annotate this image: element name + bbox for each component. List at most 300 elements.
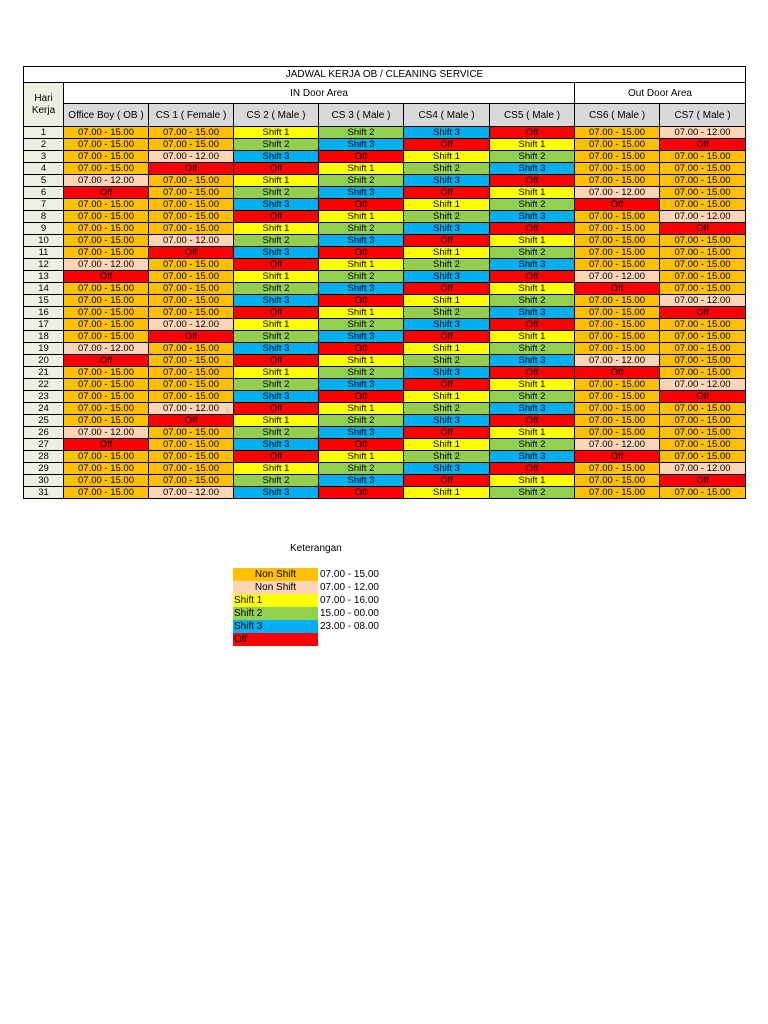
shift-cell: Shift 2 bbox=[404, 307, 490, 319]
shift-cell: Shift 1 bbox=[319, 355, 404, 367]
shift-cell: Shift 1 bbox=[319, 307, 404, 319]
shift-cell: Off bbox=[149, 247, 234, 259]
shift-cell: 07.00 - 15.00 bbox=[660, 343, 746, 355]
shift-cell: Off bbox=[404, 283, 490, 295]
shift-cell: Shift 2 bbox=[404, 211, 490, 223]
day-number: 10 bbox=[24, 235, 64, 247]
shift-cell: Off bbox=[234, 355, 319, 367]
shift-cell: 07.00 - 15.00 bbox=[660, 319, 746, 331]
shift-cell: 07.00 - 15.00 bbox=[575, 259, 660, 271]
shift-cell: Off bbox=[490, 415, 575, 427]
legend-item bbox=[233, 568, 379, 581]
shift-cell: Shift 3 bbox=[490, 259, 575, 271]
shift-cell: 07.00 - 15.00 bbox=[149, 343, 234, 355]
table-row bbox=[24, 331, 746, 343]
shift-cell: Off bbox=[490, 271, 575, 283]
shift-cell: 07.00 - 12.00 bbox=[149, 235, 234, 247]
shift-cell: 07.00 - 12.00 bbox=[149, 151, 234, 163]
shift-cell: 07.00 - 15.00 bbox=[575, 223, 660, 235]
shift-cell: 07.00 - 15.00 bbox=[660, 271, 746, 283]
shift-cell: Shift 1 bbox=[490, 235, 575, 247]
day-number: 5 bbox=[24, 175, 64, 187]
shift-cell: 07.00 - 15.00 bbox=[575, 163, 660, 175]
shift-cell: Off bbox=[149, 331, 234, 343]
shift-cell: Shift 2 bbox=[319, 463, 404, 475]
shift-cell: 07.00 - 15.00 bbox=[149, 427, 234, 439]
shift-cell: 07.00 - 15.00 bbox=[575, 151, 660, 163]
table-row bbox=[24, 187, 746, 199]
shift-cell: 07.00 - 12.00 bbox=[64, 427, 149, 439]
shift-cell: 07.00 - 15.00 bbox=[64, 475, 149, 487]
shift-cell: 07.00 - 15.00 bbox=[660, 151, 746, 163]
shift-cell: 07.00 - 15.00 bbox=[660, 235, 746, 247]
shift-cell: 07.00 - 15.00 bbox=[64, 307, 149, 319]
shift-cell: Shift 1 bbox=[404, 343, 490, 355]
shift-cell: Shift 3 bbox=[234, 151, 319, 163]
day-number: 26 bbox=[24, 427, 64, 439]
shift-cell: 07.00 - 15.00 bbox=[64, 199, 149, 211]
table-row bbox=[24, 319, 746, 331]
shift-cell: Off bbox=[575, 451, 660, 463]
table-row bbox=[24, 175, 746, 187]
shift-cell: Shift 2 bbox=[319, 175, 404, 187]
shift-cell: 07.00 - 15.00 bbox=[149, 391, 234, 403]
shift-cell: 07.00 - 12.00 bbox=[64, 259, 149, 271]
shift-cell: Off bbox=[234, 211, 319, 223]
day-number: 30 bbox=[24, 475, 64, 487]
shift-cell: 07.00 - 15.00 bbox=[575, 235, 660, 247]
shift-cell: Shift 2 bbox=[319, 223, 404, 235]
shift-cell: Shift 1 bbox=[319, 403, 404, 415]
day-number: 24 bbox=[24, 403, 64, 415]
legend-time: 07.00 - 16.00 bbox=[320, 595, 379, 606]
shift-cell: 07.00 - 15.00 bbox=[149, 307, 234, 319]
shift-cell: 07.00 - 12.00 bbox=[660, 295, 746, 307]
shift-cell: Off bbox=[404, 139, 490, 151]
legend-swatch: Shift 1 bbox=[233, 594, 318, 607]
table-title: JADWAL KERJA OB / CLEANING SERVICE bbox=[24, 67, 746, 83]
shift-cell: Shift 3 bbox=[319, 187, 404, 199]
shift-cell: 07.00 - 15.00 bbox=[660, 331, 746, 343]
day-number: 16 bbox=[24, 307, 64, 319]
shift-cell: Off bbox=[490, 223, 575, 235]
shift-cell: Off bbox=[319, 391, 404, 403]
shift-cell: Shift 3 bbox=[404, 463, 490, 475]
table-row bbox=[24, 247, 746, 259]
shift-cell: Shift 1 bbox=[404, 247, 490, 259]
column-header: CS6 ( Male ) bbox=[575, 104, 660, 127]
shift-cell: 07.00 - 15.00 bbox=[64, 151, 149, 163]
shift-cell: 07.00 - 15.00 bbox=[575, 127, 660, 139]
shift-cell: Shift 2 bbox=[234, 235, 319, 247]
shift-cell: Shift 2 bbox=[234, 187, 319, 199]
shift-cell: 07.00 - 15.00 bbox=[149, 187, 234, 199]
shift-cell: 07.00 - 12.00 bbox=[149, 403, 234, 415]
shift-cell: Off bbox=[64, 355, 149, 367]
shift-cell: 07.00 - 15.00 bbox=[660, 403, 746, 415]
table-row bbox=[24, 451, 746, 463]
legend-item bbox=[233, 594, 379, 607]
legend-item bbox=[233, 607, 379, 620]
day-number: 28 bbox=[24, 451, 64, 463]
shift-cell: 07.00 - 15.00 bbox=[149, 199, 234, 211]
shift-cell: Off bbox=[234, 403, 319, 415]
shift-cell: Off bbox=[660, 475, 746, 487]
shift-cell: Shift 3 bbox=[319, 283, 404, 295]
day-number: 21 bbox=[24, 367, 64, 379]
day-number: 7 bbox=[24, 199, 64, 211]
shift-cell: 07.00 - 15.00 bbox=[149, 451, 234, 463]
table-row bbox=[24, 307, 746, 319]
shift-cell: Shift 2 bbox=[234, 139, 319, 151]
shift-cell: 07.00 - 12.00 bbox=[660, 463, 746, 475]
shift-cell: 07.00 - 15.00 bbox=[575, 247, 660, 259]
shift-cell: 07.00 - 15.00 bbox=[149, 271, 234, 283]
shift-cell: 07.00 - 15.00 bbox=[64, 223, 149, 235]
shift-cell: Shift 1 bbox=[234, 463, 319, 475]
shift-cell: 07.00 - 15.00 bbox=[575, 379, 660, 391]
shift-cell: Shift 2 bbox=[234, 475, 319, 487]
table-row bbox=[24, 151, 746, 163]
shift-cell: 07.00 - 15.00 bbox=[64, 283, 149, 295]
legend-time: 07.00 - 12.00 bbox=[320, 582, 379, 593]
shift-cell: Shift 2 bbox=[490, 487, 575, 499]
shift-cell: Shift 3 bbox=[319, 379, 404, 391]
day-number: 1 bbox=[24, 127, 64, 139]
table-row bbox=[24, 223, 746, 235]
shift-cell: 07.00 - 15.00 bbox=[575, 391, 660, 403]
shift-cell: Off bbox=[660, 139, 746, 151]
column-header: CS7 ( Male ) bbox=[660, 104, 746, 127]
shift-cell: Off bbox=[404, 331, 490, 343]
legend-title: Keterangan bbox=[290, 543, 342, 554]
shift-cell: Off bbox=[319, 343, 404, 355]
shift-cell: Shift 1 bbox=[490, 475, 575, 487]
shift-cell: Shift 1 bbox=[319, 163, 404, 175]
day-number: 2 bbox=[24, 139, 64, 151]
shift-cell: Off bbox=[490, 127, 575, 139]
shift-cell: Off bbox=[319, 295, 404, 307]
shift-cell: Off bbox=[149, 415, 234, 427]
shift-cell: 07.00 - 15.00 bbox=[575, 139, 660, 151]
shift-cell: 07.00 - 15.00 bbox=[660, 487, 746, 499]
shift-cell: Shift 3 bbox=[319, 427, 404, 439]
shift-cell: 07.00 - 15.00 bbox=[575, 295, 660, 307]
column-header: CS 3 ( Male ) bbox=[319, 104, 404, 127]
shift-cell: 07.00 - 15.00 bbox=[575, 175, 660, 187]
shift-cell: Off bbox=[234, 451, 319, 463]
shift-cell: Off bbox=[234, 307, 319, 319]
shift-cell: Off bbox=[490, 463, 575, 475]
shift-cell: 07.00 - 15.00 bbox=[149, 295, 234, 307]
shift-cell: Shift 1 bbox=[234, 127, 319, 139]
shift-cell: Shift 3 bbox=[234, 439, 319, 451]
shift-cell: Shift 1 bbox=[490, 427, 575, 439]
shift-cell: 07.00 - 15.00 bbox=[64, 391, 149, 403]
shift-cell: 07.00 - 15.00 bbox=[64, 163, 149, 175]
shift-cell: Shift 3 bbox=[234, 343, 319, 355]
table-row bbox=[24, 367, 746, 379]
shift-cell: Off bbox=[404, 475, 490, 487]
column-header-row bbox=[24, 104, 746, 127]
day-number: 4 bbox=[24, 163, 64, 175]
shift-cell: Shift 1 bbox=[404, 199, 490, 211]
legend-swatch: Off bbox=[233, 633, 318, 646]
shift-cell: 07.00 - 12.00 bbox=[575, 187, 660, 199]
shift-cell: Off bbox=[64, 439, 149, 451]
shift-cell: Shift 2 bbox=[234, 427, 319, 439]
shift-cell: 07.00 - 15.00 bbox=[660, 187, 746, 199]
column-header: Office Boy ( OB ) bbox=[64, 104, 149, 127]
shift-cell: Off bbox=[490, 367, 575, 379]
day-number: 14 bbox=[24, 283, 64, 295]
day-number: 27 bbox=[24, 439, 64, 451]
shift-cell: Shift 3 bbox=[404, 271, 490, 283]
shift-cell: 07.00 - 15.00 bbox=[575, 415, 660, 427]
shift-cell: Shift 2 bbox=[404, 355, 490, 367]
table-row bbox=[24, 199, 746, 211]
shift-cell: Shift 3 bbox=[490, 451, 575, 463]
shift-cell: 07.00 - 15.00 bbox=[64, 235, 149, 247]
shift-cell: Shift 1 bbox=[234, 319, 319, 331]
legend-time: 07.00 - 15.00 bbox=[320, 569, 379, 580]
shift-cell: 07.00 - 15.00 bbox=[575, 319, 660, 331]
shift-cell: Shift 1 bbox=[490, 331, 575, 343]
shift-cell: Shift 3 bbox=[490, 211, 575, 223]
shift-cell: Shift 1 bbox=[404, 391, 490, 403]
table-row bbox=[24, 211, 746, 223]
table-row bbox=[24, 355, 746, 367]
shift-cell: Shift 1 bbox=[319, 259, 404, 271]
table-row bbox=[24, 463, 746, 475]
day-number: 17 bbox=[24, 319, 64, 331]
shift-cell: 07.00 - 12.00 bbox=[149, 487, 234, 499]
shift-cell: 07.00 - 12.00 bbox=[660, 379, 746, 391]
shift-cell: Shift 3 bbox=[404, 367, 490, 379]
hari-kerja-header: Hari Kerja bbox=[24, 83, 64, 127]
shift-cell: Off bbox=[319, 487, 404, 499]
shift-cell: Off bbox=[319, 199, 404, 211]
shift-cell: Shift 3 bbox=[490, 307, 575, 319]
legend-swatch: Shift 2 bbox=[233, 607, 318, 620]
shift-cell: 07.00 - 15.00 bbox=[660, 283, 746, 295]
shift-cell: Shift 3 bbox=[404, 319, 490, 331]
shift-cell: 07.00 - 12.00 bbox=[575, 439, 660, 451]
shift-cell: 07.00 - 15.00 bbox=[660, 415, 746, 427]
shift-cell: 07.00 - 15.00 bbox=[64, 127, 149, 139]
table-row bbox=[24, 415, 746, 427]
shift-cell: Shift 3 bbox=[404, 223, 490, 235]
shift-cell: Shift 2 bbox=[404, 403, 490, 415]
shift-cell: 07.00 - 15.00 bbox=[660, 247, 746, 259]
shift-cell: Shift 1 bbox=[404, 151, 490, 163]
shift-cell: Shift 2 bbox=[490, 343, 575, 355]
shift-cell: 07.00 - 15.00 bbox=[149, 175, 234, 187]
day-number: 18 bbox=[24, 331, 64, 343]
shift-cell: Shift 3 bbox=[404, 127, 490, 139]
column-header: CS4 ( Male ) bbox=[404, 104, 490, 127]
table-row bbox=[24, 163, 746, 175]
day-number: 20 bbox=[24, 355, 64, 367]
shift-cell: 07.00 - 15.00 bbox=[660, 427, 746, 439]
shift-cell: Off bbox=[64, 271, 149, 283]
shift-cell: Shift 2 bbox=[234, 283, 319, 295]
shift-cell: 07.00 - 15.00 bbox=[149, 367, 234, 379]
shift-cell: Off bbox=[490, 319, 575, 331]
shift-cell: Shift 2 bbox=[490, 295, 575, 307]
shift-cell: Shift 2 bbox=[490, 199, 575, 211]
shift-cell: Shift 2 bbox=[404, 163, 490, 175]
day-number: 29 bbox=[24, 463, 64, 475]
shift-cell: Shift 3 bbox=[404, 175, 490, 187]
shift-cell: Shift 1 bbox=[234, 175, 319, 187]
column-header: CS5 ( Male ) bbox=[490, 104, 575, 127]
shift-cell: Shift 1 bbox=[234, 415, 319, 427]
legend-swatch: Non Shift bbox=[233, 581, 318, 594]
shift-cell: 07.00 - 15.00 bbox=[64, 463, 149, 475]
shift-cell: Off bbox=[660, 391, 746, 403]
day-number: 31 bbox=[24, 487, 64, 499]
shift-cell: Shift 3 bbox=[490, 355, 575, 367]
shift-cell: Off bbox=[64, 187, 149, 199]
shift-cell: Shift 1 bbox=[490, 187, 575, 199]
shift-cell: 07.00 - 12.00 bbox=[660, 211, 746, 223]
shift-cell: Shift 2 bbox=[234, 379, 319, 391]
shift-cell: 07.00 - 15.00 bbox=[64, 247, 149, 259]
shift-cell: 07.00 - 15.00 bbox=[149, 475, 234, 487]
shift-cell: 07.00 - 15.00 bbox=[660, 175, 746, 187]
shift-cell: Shift 1 bbox=[319, 211, 404, 223]
shift-cell: Shift 2 bbox=[319, 415, 404, 427]
table-row bbox=[24, 343, 746, 355]
shift-cell: Shift 2 bbox=[319, 127, 404, 139]
shift-cell: Shift 1 bbox=[404, 439, 490, 451]
day-number: 12 bbox=[24, 259, 64, 271]
day-number: 23 bbox=[24, 391, 64, 403]
shift-cell: Shift 1 bbox=[490, 379, 575, 391]
shift-cell: 07.00 - 15.00 bbox=[660, 259, 746, 271]
shift-cell: Off bbox=[404, 187, 490, 199]
shift-cell: 07.00 - 15.00 bbox=[660, 199, 746, 211]
shift-cell: Shift 1 bbox=[234, 367, 319, 379]
day-number: 6 bbox=[24, 187, 64, 199]
shift-cell: Off bbox=[575, 367, 660, 379]
shift-cell: 07.00 - 12.00 bbox=[575, 355, 660, 367]
shift-cell: Shift 3 bbox=[319, 235, 404, 247]
legend-time bbox=[318, 633, 379, 646]
shift-cell: Shift 3 bbox=[319, 331, 404, 343]
shift-cell: 07.00 - 15.00 bbox=[660, 355, 746, 367]
shift-cell: 07.00 - 15.00 bbox=[149, 259, 234, 271]
shift-cell: 07.00 - 15.00 bbox=[64, 415, 149, 427]
shift-cell: 07.00 - 15.00 bbox=[660, 367, 746, 379]
shift-cell: Shift 2 bbox=[234, 331, 319, 343]
shift-cell: 07.00 - 12.00 bbox=[149, 319, 234, 331]
shift-cell: 07.00 - 15.00 bbox=[660, 451, 746, 463]
table-row bbox=[24, 391, 746, 403]
shift-cell: Shift 3 bbox=[319, 475, 404, 487]
shift-cell: 07.00 - 15.00 bbox=[149, 379, 234, 391]
table-row bbox=[24, 127, 746, 139]
shift-cell: Shift 2 bbox=[490, 247, 575, 259]
shift-cell: 07.00 - 15.00 bbox=[64, 367, 149, 379]
shift-cell: Off bbox=[404, 427, 490, 439]
shift-cell: Off bbox=[660, 223, 746, 235]
day-number: 15 bbox=[24, 295, 64, 307]
shift-cell: Shift 3 bbox=[234, 295, 319, 307]
shift-cell: Shift 3 bbox=[234, 487, 319, 499]
shift-cell: 07.00 - 12.00 bbox=[64, 175, 149, 187]
shift-cell: Shift 2 bbox=[404, 451, 490, 463]
shift-cell: 07.00 - 15.00 bbox=[64, 451, 149, 463]
shift-cell: Off bbox=[490, 175, 575, 187]
shift-cell: 07.00 - 15.00 bbox=[149, 139, 234, 151]
day-number: 22 bbox=[24, 379, 64, 391]
shift-cell: 07.00 - 15.00 bbox=[149, 463, 234, 475]
shift-cell: Off bbox=[234, 163, 319, 175]
shift-cell: 07.00 - 15.00 bbox=[149, 283, 234, 295]
table-row bbox=[24, 475, 746, 487]
shift-cell: 07.00 - 15.00 bbox=[149, 355, 234, 367]
shift-cell: 07.00 - 15.00 bbox=[64, 139, 149, 151]
shift-cell: Off bbox=[404, 379, 490, 391]
legend-swatch: Non Shift bbox=[233, 568, 318, 581]
shift-cell: 07.00 - 12.00 bbox=[64, 343, 149, 355]
shift-cell: Shift 2 bbox=[404, 259, 490, 271]
shift-cell: 07.00 - 15.00 bbox=[149, 211, 234, 223]
shift-cell: Shift 3 bbox=[234, 391, 319, 403]
shift-cell: 07.00 - 15.00 bbox=[149, 127, 234, 139]
shift-cell: Shift 1 bbox=[404, 295, 490, 307]
day-number: 8 bbox=[24, 211, 64, 223]
legend-swatch: Shift 3 bbox=[233, 620, 318, 633]
day-number: 25 bbox=[24, 415, 64, 427]
shift-cell: Shift 3 bbox=[490, 403, 575, 415]
shift-cell: 07.00 - 15.00 bbox=[575, 307, 660, 319]
table-row bbox=[24, 427, 746, 439]
day-number: 11 bbox=[24, 247, 64, 259]
shift-cell: 07.00 - 15.00 bbox=[575, 463, 660, 475]
shift-cell: Off bbox=[404, 235, 490, 247]
legend-time: 23.00 - 08.00 bbox=[320, 621, 379, 632]
shift-cell: 07.00 - 12.00 bbox=[575, 271, 660, 283]
shift-cell: Shift 3 bbox=[234, 247, 319, 259]
shift-cell: Off bbox=[660, 307, 746, 319]
column-header: CS 1 ( Female ) bbox=[149, 104, 234, 127]
shift-cell: Shift 1 bbox=[404, 487, 490, 499]
table-row bbox=[24, 235, 746, 247]
shift-cell: Shift 2 bbox=[319, 367, 404, 379]
legend-table bbox=[233, 568, 379, 646]
table-row bbox=[24, 271, 746, 283]
shift-cell: 07.00 - 15.00 bbox=[64, 211, 149, 223]
shift-cell: Shift 1 bbox=[234, 271, 319, 283]
shift-cell: 07.00 - 15.00 bbox=[575, 427, 660, 439]
table-row bbox=[24, 139, 746, 151]
legend-item bbox=[233, 620, 379, 633]
table-row bbox=[24, 259, 746, 271]
shift-cell: 07.00 - 15.00 bbox=[64, 295, 149, 307]
shift-cell: Shift 1 bbox=[234, 223, 319, 235]
day-number: 19 bbox=[24, 343, 64, 355]
shift-cell: 07.00 - 15.00 bbox=[64, 331, 149, 343]
legend-item bbox=[233, 633, 379, 646]
shift-cell: 07.00 - 12.00 bbox=[660, 127, 746, 139]
shift-cell: 07.00 - 15.00 bbox=[575, 475, 660, 487]
shift-cell: Off bbox=[149, 163, 234, 175]
shift-cell: Shift 3 bbox=[490, 163, 575, 175]
table-row bbox=[24, 295, 746, 307]
